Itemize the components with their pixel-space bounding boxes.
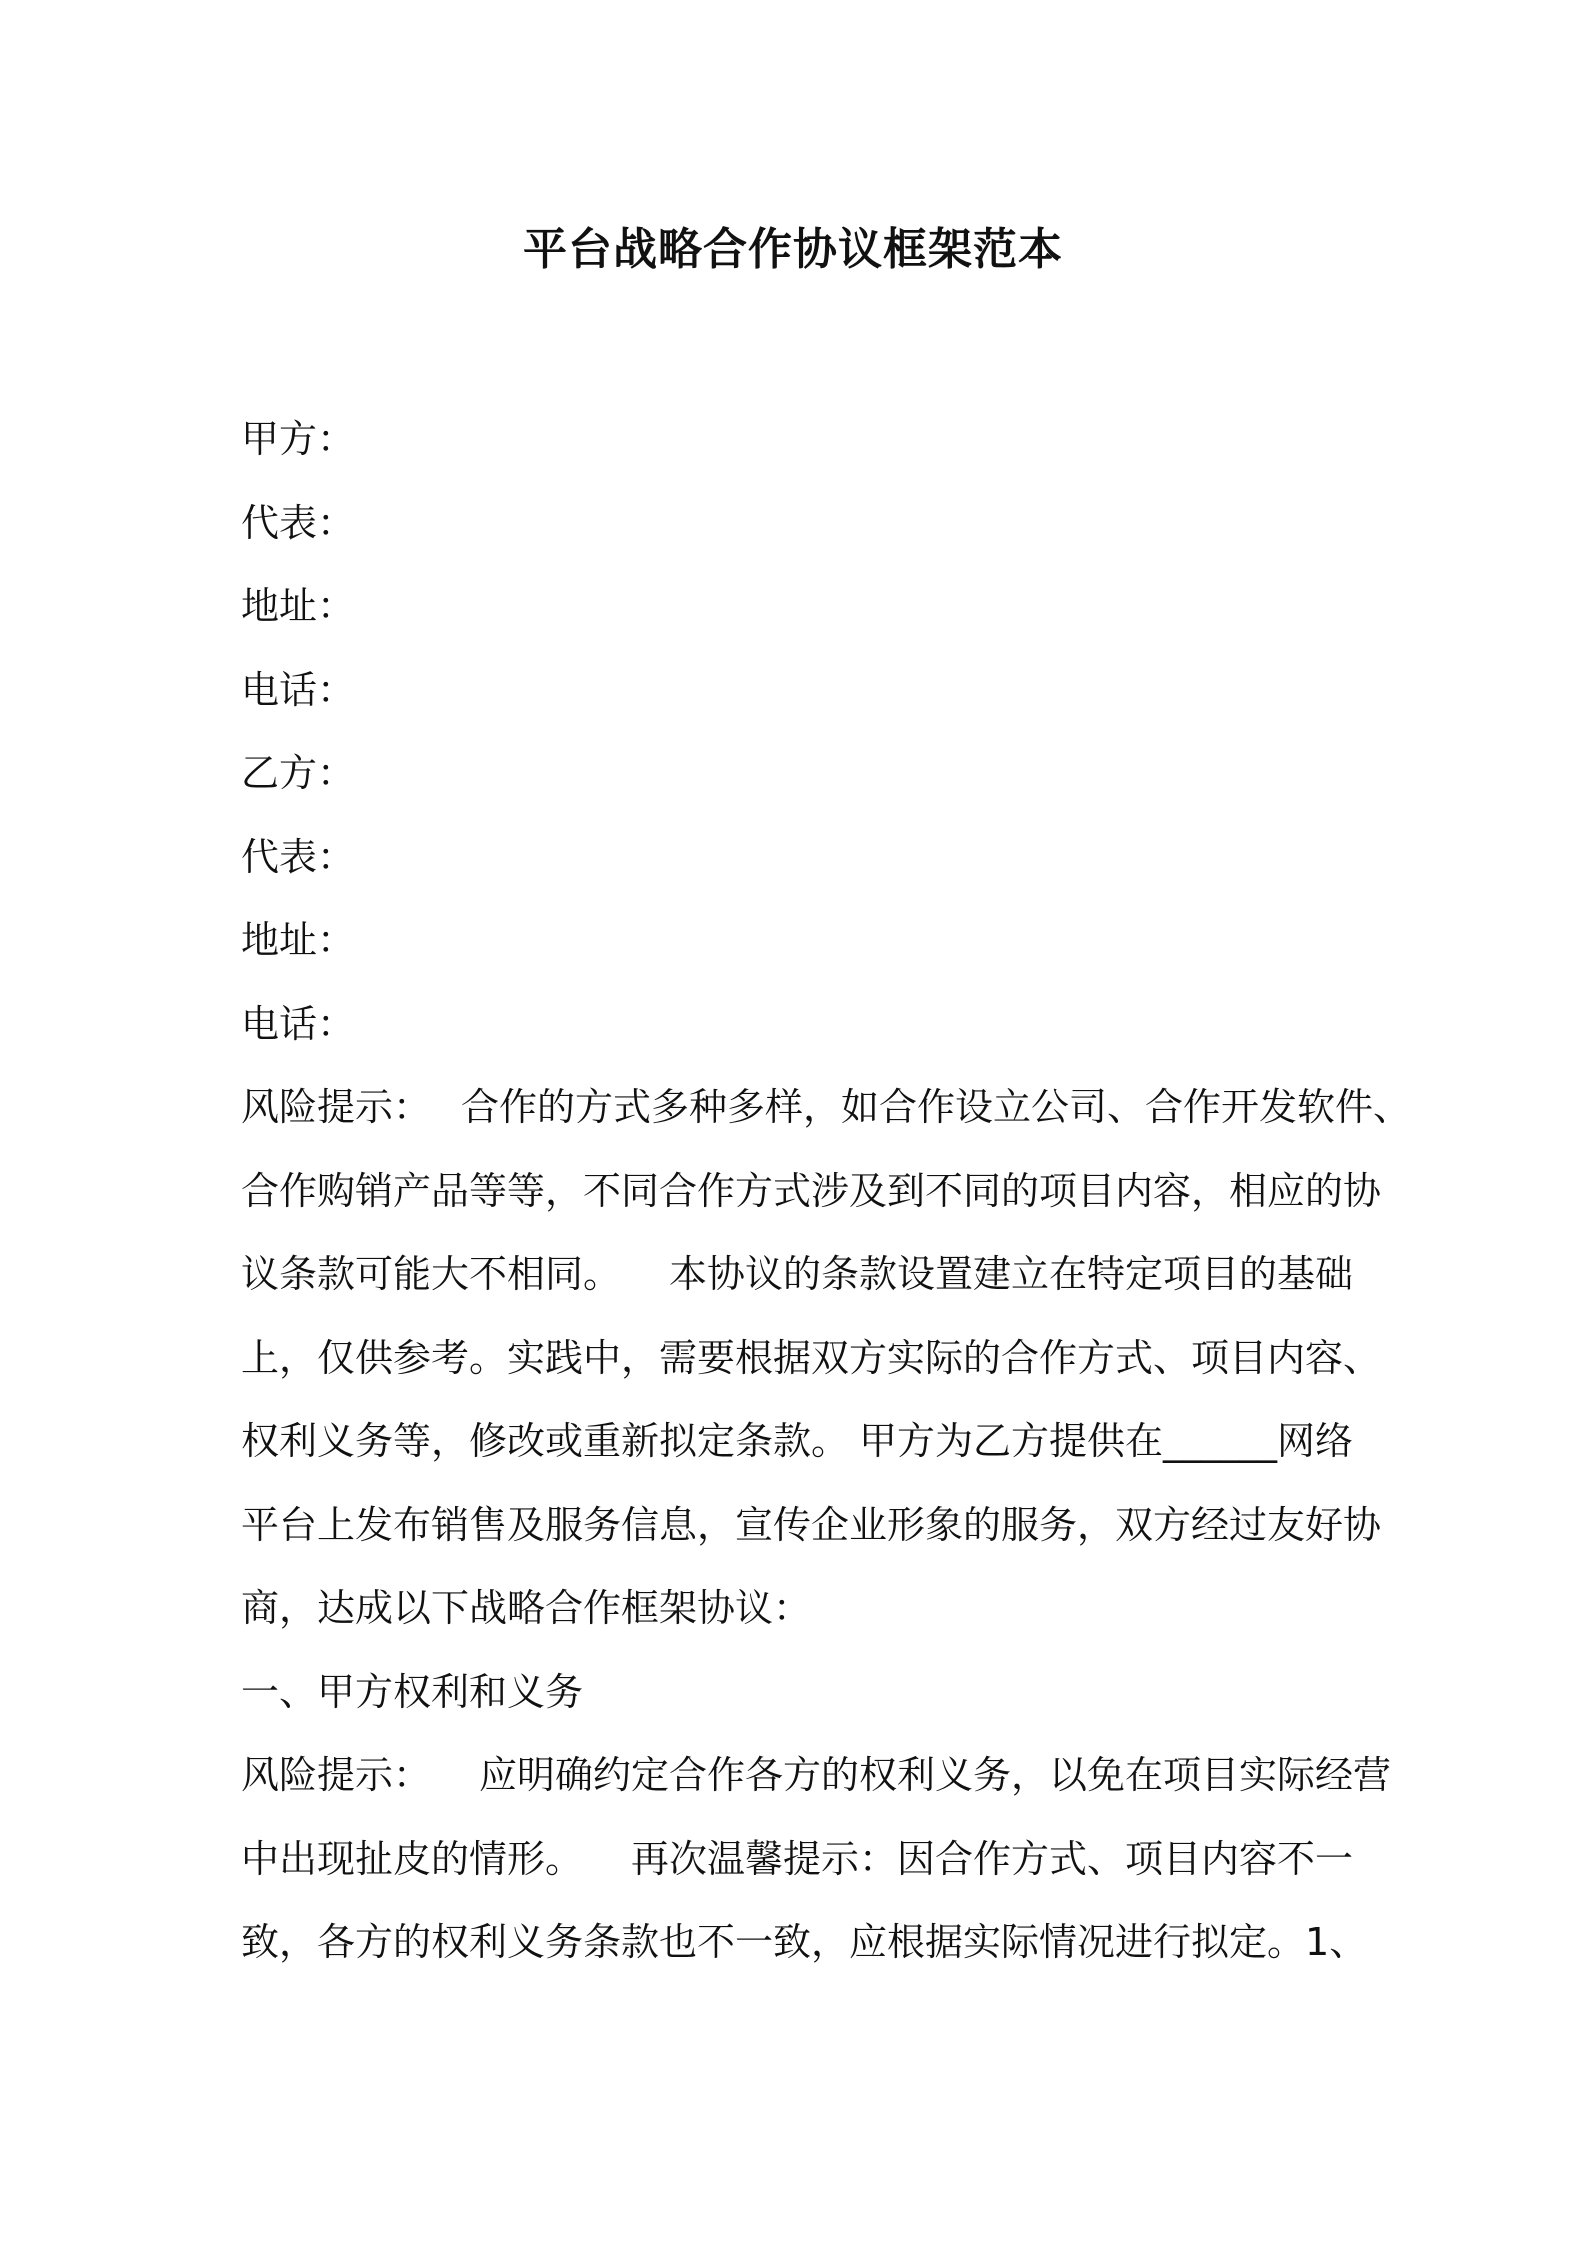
risk-note-text: 合作的方式多种多样，如合作设立公司、合作开发软件、	[461, 1085, 1412, 1129]
service-statement-line-2: 平台上发布销售及服务信息，宣传企业形象的服务，双方经过友好协	[241, 1502, 1382, 1547]
service-statement-start: 甲方为乙方提供在______网络	[858, 1419, 1353, 1463]
risk-note-line-1	[241, 1066, 1412, 1150]
service-statement-line-3: 商，达成以下战略合作框架协议：	[241, 1586, 812, 1630]
agreement-note-start: 本协议的条款设置建立在特定项目的基础	[668, 1252, 1353, 1296]
party-a-phone: 电话：	[241, 667, 356, 712]
party-b-representative: 代表：	[241, 834, 356, 879]
party-b-phone: 电话：	[241, 1001, 356, 1046]
section-1-risk-line-2	[241, 1818, 1353, 1902]
section-1-risk-text: 应明确约定合作各方的权利义务，以免在项目实际经营	[479, 1753, 1392, 1797]
risk-note-line-2: 合作购销产品等等，不同合作方式涉及到不同的项目内容，相应的协	[241, 1168, 1382, 1213]
reminder-end: 致，各方的权利义务条款也不一致，应根据实际情况进行拟定。	[241, 1920, 1306, 1964]
section-1-risk-label: 风险提示：	[241, 1753, 432, 1797]
party-a-representative: 代表：	[241, 500, 356, 545]
document-body	[241, 398, 1412, 1985]
section-1-risk-sentence-end: 中出现扯皮的情形。	[241, 1836, 584, 1881]
risk-note-line-3	[241, 1233, 1353, 1317]
section-1-risk-line-3	[241, 1901, 1368, 1985]
section-1-risk-line-1	[241, 1734, 1392, 1818]
section-1-heading: 一、甲方权利和义务	[241, 1669, 584, 1714]
reminder-start: 再次温馨提示：因合作方式、项目内容不一	[630, 1836, 1353, 1881]
risk-note-clause-end: 权利义务等，修改或重新拟定条款。	[241, 1419, 850, 1463]
risk-note-line-4: 上，仅供参考。实践中，需要根据双方实际的合作方式、项目内容、	[241, 1335, 1382, 1380]
party-b-name: 乙方：	[241, 751, 356, 795]
clause-number-1: 1、	[1305, 1920, 1368, 1964]
risk-note-label: 风险提示：	[241, 1085, 432, 1129]
party-a-name: 甲方：	[241, 417, 356, 461]
party-b-address: 地址：	[241, 918, 356, 962]
party-a-address: 地址：	[241, 584, 356, 628]
risk-note-line-5	[241, 1400, 1353, 1484]
risk-note-sentence-end: 议条款可能大不相同。	[241, 1252, 622, 1296]
document-title: 平台战略合作协议框架范本	[523, 224, 1063, 275]
